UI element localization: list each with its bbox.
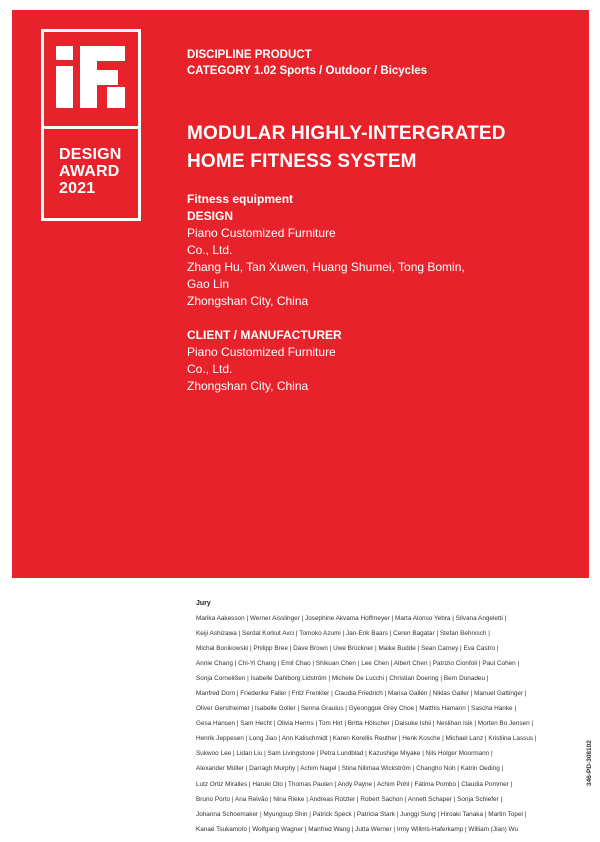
title-line-2: HOME FITNESS SYSTEM	[187, 151, 417, 172]
jury-line: Gesa Hansen | Sam Hecht | Olivia Herms | Tom Hirt | Britta Hölscher | Daisuke Ishii | Neslihan Isik | Morten Bo Jensen |	[196, 720, 534, 728]
jury-line: Kanaé Tsukamoto | Wolfgang Wagner | Manfred Wang | Jutta Werner | Irmy Willms-Haferkamp | William (Jian) Wu	[196, 825, 519, 833]
award-line-award: AWARD	[59, 163, 120, 180]
if-logo-mark	[46, 42, 136, 112]
client-line: Co., Ltd.	[187, 362, 233, 376]
product-type: Fitness equipment	[187, 192, 294, 206]
category-line: CATEGORY 1.02 Sports / Outdoor / Bicycles	[187, 65, 428, 77]
award-line-design: DESIGN	[59, 146, 122, 163]
jury-line: Oliver Gerstheimer | Isabelle Goller | Senna Graulus | Gyeongguk Grey Choe | Matthis Hamann | Sascha Hanke |	[196, 705, 517, 713]
jury-line: Keiji Ashizawa | Serdal Korkut Avci | Tomoko Azumi | Jan-Erik Baars | Ceren Bagatar | Stefan Behnisch |	[196, 630, 490, 638]
design-line: Zhongshan City, China	[187, 294, 309, 308]
jury-line: Alexander Müller | Darragh Murphy | Achim Nagel | Stina Nilimaa Wickström | Changho Noh | Katrin Oeding |	[196, 765, 504, 773]
design-line: Piano Customized Furniture	[187, 226, 336, 240]
award-label	[59, 146, 122, 197]
client-heading: CLIENT / MANUFACTURER	[187, 328, 342, 342]
jury-heading: Jury	[196, 600, 211, 607]
design-line: Co., Ltd.	[187, 243, 233, 257]
document-code: 346-PD-308102	[586, 740, 593, 786]
jury-line: Sonja Cornelißen | Isabelle Dahlborg Lidström | Michele De Lucchi | Christian Doering | Bern Donadeu |	[196, 675, 489, 683]
product-details	[187, 191, 465, 395]
title-line-1: MODULAR HIGHLY-INTERGRATED	[187, 123, 506, 144]
product-title	[187, 120, 506, 176]
if-design-award-logo	[41, 29, 141, 221]
jury-line: Manfred Dorn | Friederike Faller | Fritz Frenkler | Claudia Friedrich | Marisa Gallén | Niklas Galler | Manuel Gattinger |	[196, 690, 527, 698]
jury-line: Marika Aakesson | Werner Aisslinger | Josephine Akvama Hoffmeyer | Marta Alonso Yebra | Silvana Angeletti |	[196, 615, 507, 622]
logo-divider	[44, 126, 138, 129]
discipline-block	[187, 47, 427, 79]
design-line: Zhang Hu, Tan Xuwen, Huang Shumei, Tong Bomin,	[187, 260, 465, 274]
jury-line: Henrik Jeppesen | Long Jiao | Ann Kalischmidt | Karen Korellis Reuther | Henk Kosche | Michael Lanz | Kristiina Lassus |	[196, 735, 537, 743]
design-line: Gao Lin	[187, 277, 230, 291]
jury-line: Sukwoo Lee | Lidan Liu | Sam Livingstone | Petra Lundblad | Kazushige Miyake | Nils Holger Moormann |	[196, 750, 493, 758]
jury-line: Johanna Schoemaker | Myungsup Shin | Patrick Speck | Patricia Stark | Junggi Sung | Hiroaki Tanaka | Martin Topel |	[196, 810, 527, 818]
client-line: Piano Customized Furniture	[187, 345, 336, 359]
jury-list	[196, 611, 566, 837]
jury-line: Bruno Porto | Ana Relvão | Nina Rieke | Andreas Rotzler | Robert Sachon | Annett Schaper | Sonja Schiefer |	[196, 795, 503, 803]
jury-line: Lutz Ortiz Miralles | Haruki Oto | Thomas Paulen | Andy Payne | Achim Pohl | Fátima Pombo | Claudia Pommer |	[196, 780, 513, 788]
jury-line: Annie Chang | Chi-Yi Chang | Emil Chao | Shikuan Chen | Lee Chen | Albert Chen | Patrizio Cionfoli | Paul Cohen |	[196, 660, 520, 668]
client-line: Zhongshan City, China	[187, 379, 309, 393]
discipline-line: DISCIPLINE PRODUCT	[187, 49, 312, 61]
design-heading: DESIGN	[187, 209, 234, 223]
award-line-year: 2021	[59, 180, 96, 197]
jury-line: Michal Bonikowski | Philipp Bree | Dave Brown | Uwe Brückner | Maike Budde | Sean Carney | Eva Castro |	[196, 645, 499, 653]
